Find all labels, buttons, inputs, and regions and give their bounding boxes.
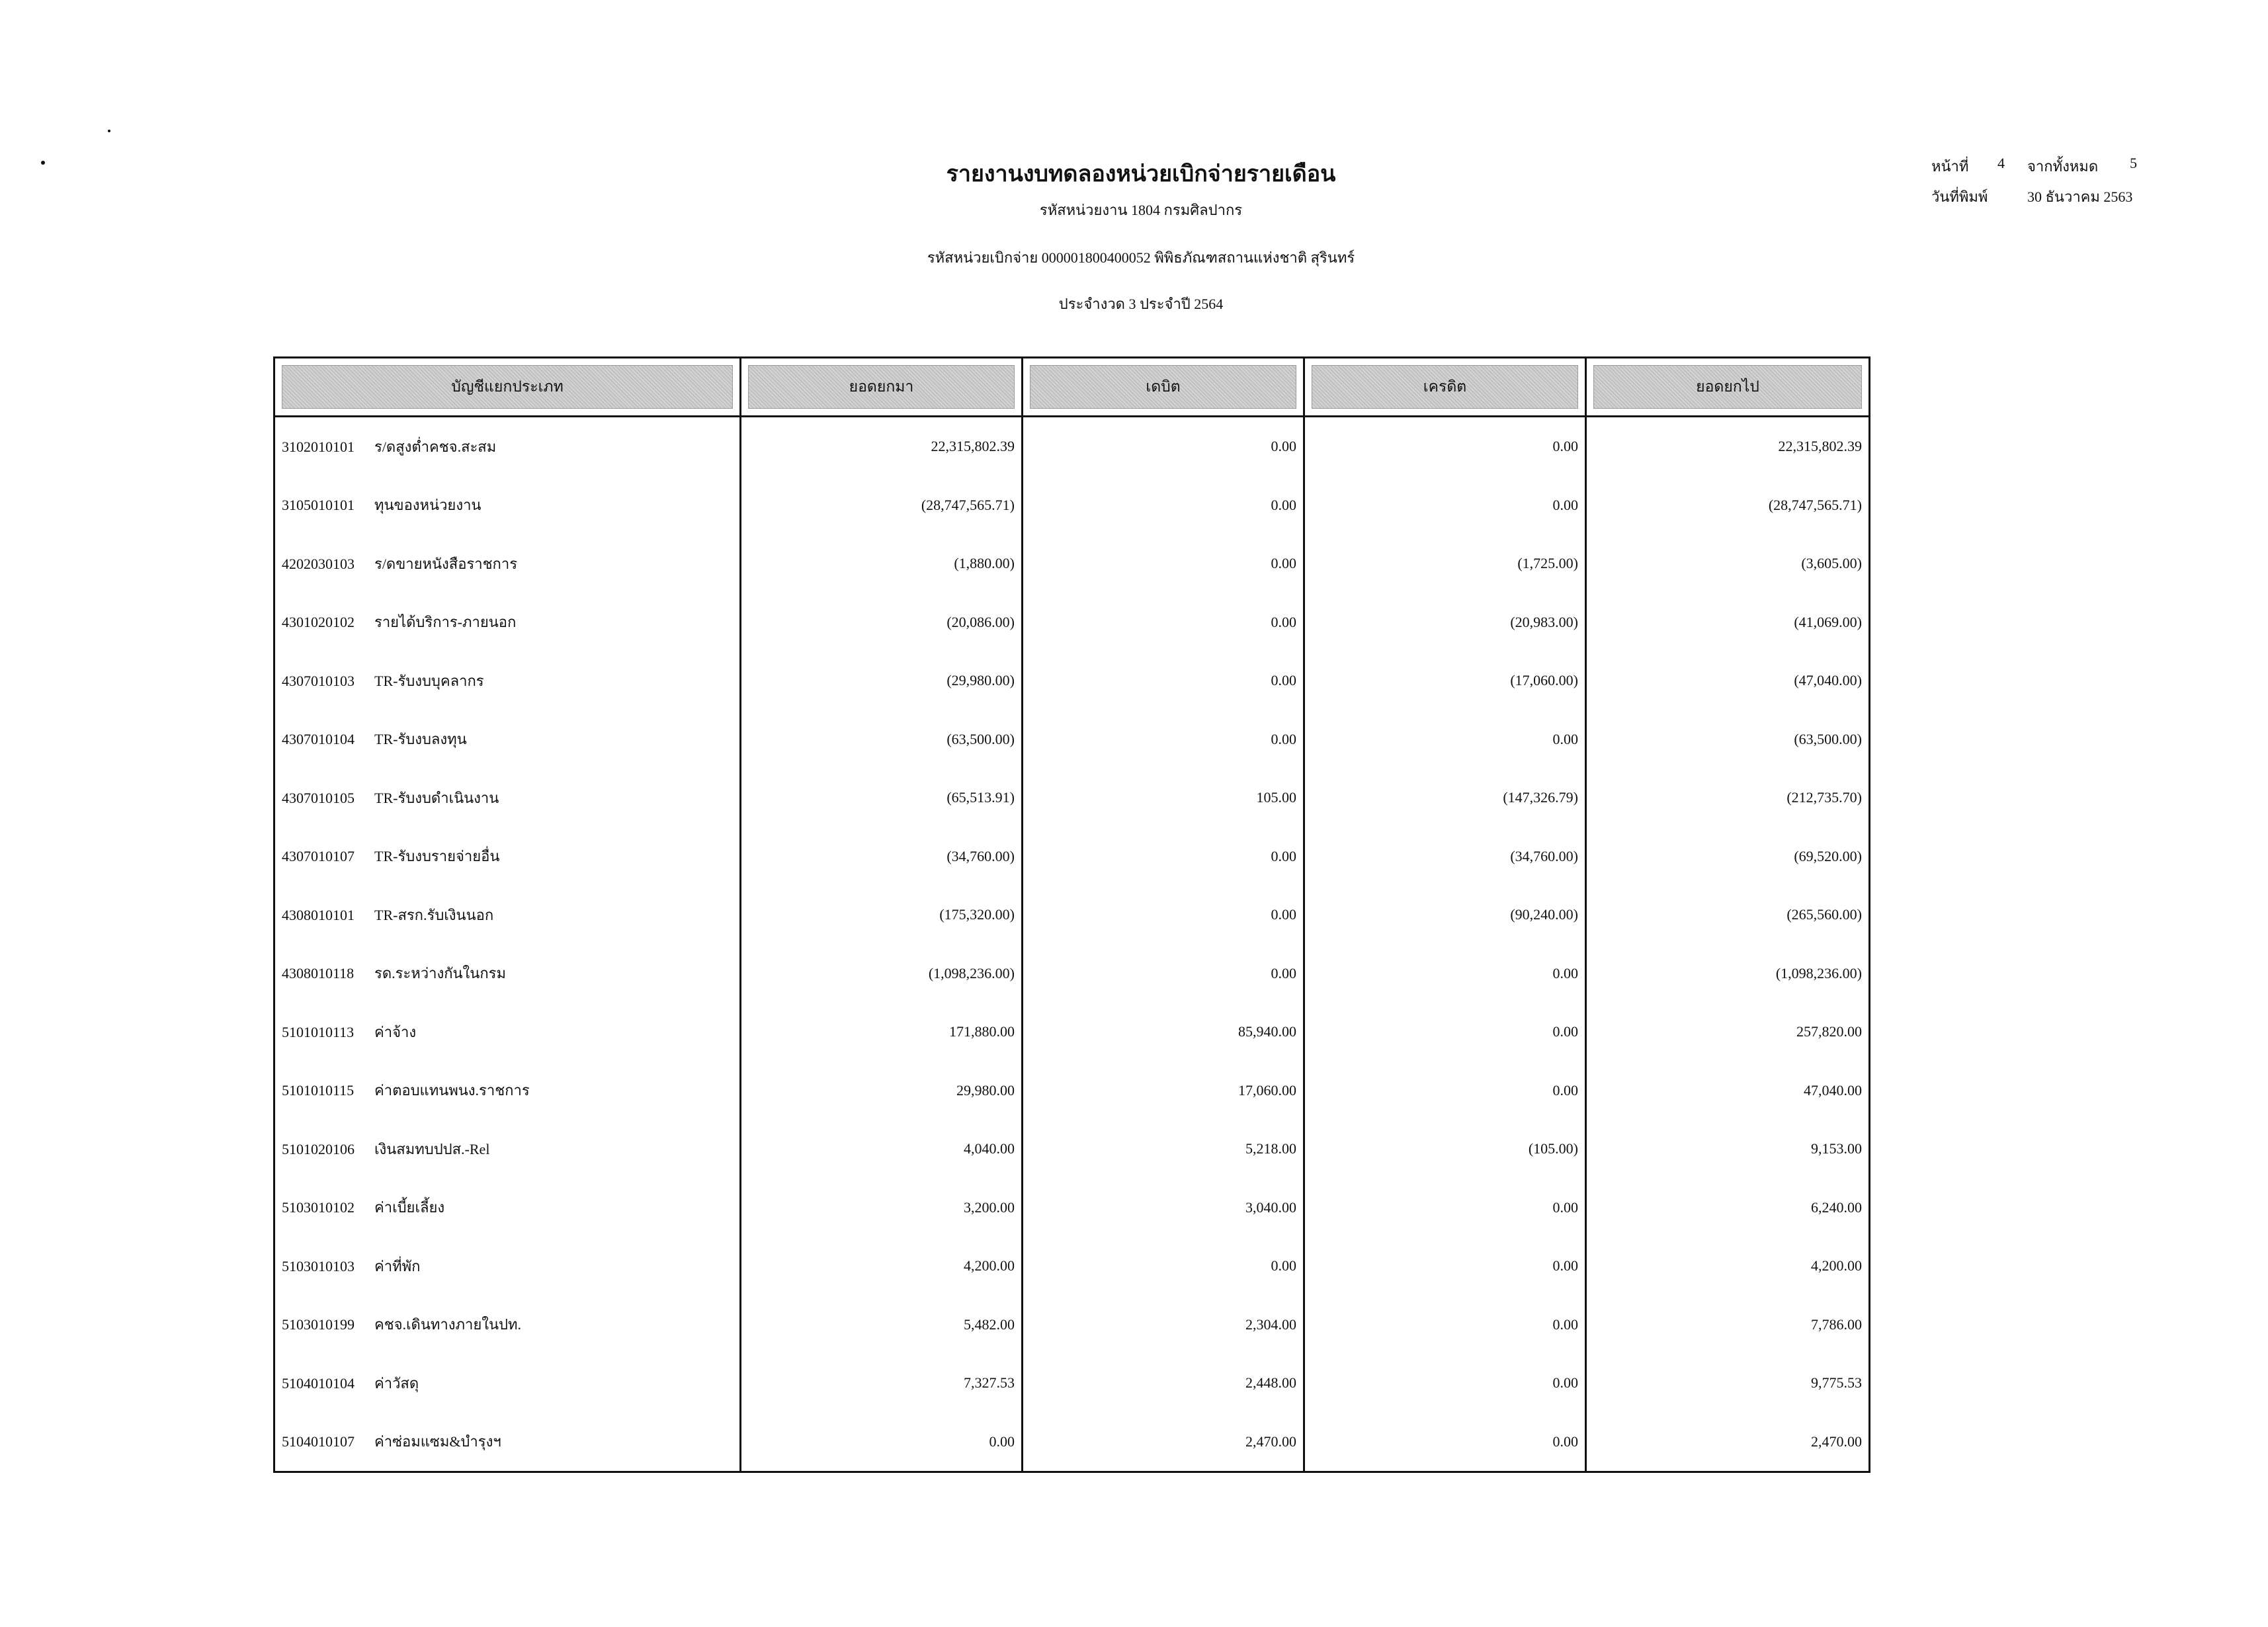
credit-cell: 0.00 xyxy=(1304,1413,1586,1472)
table-row xyxy=(274,1237,1870,1296)
brought-forward-cell: (63,500.00) xyxy=(741,710,1023,769)
account-name: คชจ.เดินทางภายในปท. xyxy=(374,1316,521,1333)
account-code: 4308010101 xyxy=(282,906,355,923)
account-code: 5101020106 xyxy=(282,1140,355,1157)
brought-forward-cell: (28,747,565.71) xyxy=(741,476,1023,535)
debit-cell: 2,448.00 xyxy=(1023,1354,1304,1413)
account-name: ค่าจ้าง xyxy=(374,1023,417,1040)
account-code: 5103010199 xyxy=(282,1316,355,1333)
account-name: เงินสมทบปปส.-Rel xyxy=(374,1140,490,1157)
account-name: รายได้บริการ-ภายนอก xyxy=(374,614,517,631)
account-code: 3105010101 xyxy=(282,497,355,514)
brought-forward-cell: 0.00 xyxy=(741,1413,1023,1472)
table-row xyxy=(274,1003,1870,1062)
account-cell xyxy=(274,1062,741,1120)
col-account xyxy=(274,358,741,417)
carried-forward-cell: (265,560.00) xyxy=(1586,886,1870,944)
account-cell xyxy=(274,1237,741,1296)
credit-cell: (90,240.00) xyxy=(1304,886,1586,944)
table-row xyxy=(274,1354,1870,1413)
brought-forward-cell: (1,880.00) xyxy=(741,534,1023,593)
debit-cell: 0.00 xyxy=(1023,886,1304,944)
account-name: รด.ระหว่างกันในกรม xyxy=(374,965,506,982)
agency-line: รหัสหน่วยงาน 1804 กรมศิลปากร xyxy=(1039,202,1243,218)
account-name: ค่าวัสดุ xyxy=(374,1374,419,1392)
print-date-label: วันที่พิมพ์ xyxy=(1931,188,1988,205)
brought-forward-cell: 3,200.00 xyxy=(741,1179,1023,1237)
carried-forward-cell: (28,747,565.71) xyxy=(1586,476,1870,535)
account-name: TR-สรก.รับเงินนอก xyxy=(374,906,494,923)
col-account-label: บัญชีแยกประเภท xyxy=(282,365,733,409)
credit-cell: 0.00 xyxy=(1304,1296,1586,1355)
carried-forward-cell: (69,520.00) xyxy=(1586,827,1870,886)
table-row xyxy=(274,1413,1870,1472)
total-pages: 5 xyxy=(2130,155,2137,171)
account-name: TR-รับงบบุคลากร xyxy=(374,672,484,689)
credit-cell: 0.00 xyxy=(1304,1354,1586,1413)
account-code: 5103010103 xyxy=(282,1257,355,1274)
report-title: รายงานงบทดลองหน่วยเบิกจ่ายรายเดือน xyxy=(946,162,1336,187)
col-carried-forward-label: ยอดยกไป xyxy=(1593,365,1862,409)
account-name: ค่าเบี้ยเลี้ยง xyxy=(374,1199,445,1216)
account-code: 4202030103 xyxy=(282,555,355,572)
account-code: 5104010104 xyxy=(282,1374,355,1392)
brought-forward-cell: 4,040.00 xyxy=(741,1120,1023,1179)
debit-cell: 5,218.00 xyxy=(1023,1120,1304,1179)
account-code: 5101010113 xyxy=(282,1023,355,1040)
total-pages-label: จากทั้งหมด xyxy=(2027,158,2099,175)
page-meta xyxy=(1931,151,2209,210)
credit-cell: (147,326.79) xyxy=(1304,769,1586,827)
account-name: TR-รับงบรายจ่ายอื่น xyxy=(374,848,500,865)
account-code: 4307010103 xyxy=(282,672,355,689)
credit-cell: 0.00 xyxy=(1304,944,1586,1003)
credit-cell: (1,725.00) xyxy=(1304,534,1586,593)
brought-forward-cell: (29,980.00) xyxy=(741,651,1023,710)
page-label: หน้าที่ xyxy=(1931,158,1969,175)
account-cell xyxy=(274,944,741,1003)
col-brought-forward-label: ยอดยกมา xyxy=(748,365,1015,409)
account-cell xyxy=(274,886,741,944)
credit-cell: 0.00 xyxy=(1304,417,1586,476)
carried-forward-cell: 2,470.00 xyxy=(1586,1413,1870,1472)
col-credit xyxy=(1304,358,1586,417)
account-code: 4307010105 xyxy=(282,789,355,806)
account-code: 4307010107 xyxy=(282,848,355,865)
table-row xyxy=(274,534,1870,593)
account-name: ค่าที่พัก xyxy=(374,1257,421,1274)
col-credit-label: เครดิต xyxy=(1312,365,1578,409)
carried-forward-cell: (212,735.70) xyxy=(1586,769,1870,827)
credit-cell: (105.00) xyxy=(1304,1120,1586,1179)
account-name: ร/ดขายหนังสือราชการ xyxy=(374,555,518,572)
table-row xyxy=(274,944,1870,1003)
carried-forward-cell: 4,200.00 xyxy=(1586,1237,1870,1296)
carried-forward-cell: 9,153.00 xyxy=(1586,1120,1870,1179)
table-row xyxy=(274,593,1870,652)
carried-forward-cell: (3,605.00) xyxy=(1586,534,1870,593)
account-code: 4307010104 xyxy=(282,731,355,748)
debit-cell: 105.00 xyxy=(1023,769,1304,827)
brought-forward-cell: 171,880.00 xyxy=(741,1003,1023,1062)
debit-cell: 0.00 xyxy=(1023,534,1304,593)
account-cell xyxy=(274,417,741,476)
account-code: 5103010102 xyxy=(282,1199,355,1216)
carried-forward-cell: 6,240.00 xyxy=(1586,1179,1870,1237)
account-name: TR-รับงบลงทุน xyxy=(374,731,467,748)
account-name: ทุนของหน่วยงาน xyxy=(374,497,482,514)
account-cell xyxy=(274,1413,741,1472)
brought-forward-cell: 29,980.00 xyxy=(741,1062,1023,1120)
account-name: TR-รับงบดำเนินงาน xyxy=(374,789,499,806)
brought-forward-cell: (20,086.00) xyxy=(741,593,1023,652)
table-row xyxy=(274,827,1870,886)
account-code: 4301020102 xyxy=(282,614,355,631)
table-row xyxy=(274,1120,1870,1179)
carried-forward-cell: (1,098,236.00) xyxy=(1586,944,1870,1003)
account-cell xyxy=(274,534,741,593)
credit-cell: 0.00 xyxy=(1304,1179,1586,1237)
trial-balance-table xyxy=(273,356,1870,1473)
brought-forward-cell: 22,315,802.39 xyxy=(741,417,1023,476)
debit-cell: 85,940.00 xyxy=(1023,1003,1304,1062)
carried-forward-cell: (63,500.00) xyxy=(1586,710,1870,769)
period-line: ประจำงวด 3 ประจำปี 2564 xyxy=(1058,296,1224,312)
page-number: 4 xyxy=(1997,155,2005,171)
debit-cell: 0.00 xyxy=(1023,417,1304,476)
debit-cell: 3,040.00 xyxy=(1023,1179,1304,1237)
table-row xyxy=(274,769,1870,827)
col-brought-forward xyxy=(741,358,1023,417)
disbursement-unit-line: รหัสหน่วยเบิกจ่าย 000001800400052 พิพิธภัณฑสถานแห่งชาติ สุรินทร์ xyxy=(927,249,1355,266)
account-cell xyxy=(274,1179,741,1237)
table-row xyxy=(274,1179,1870,1237)
table-row xyxy=(274,1062,1870,1120)
brought-forward-cell: (1,098,236.00) xyxy=(741,944,1023,1003)
brought-forward-cell: 7,327.53 xyxy=(741,1354,1023,1413)
account-code: 5104010107 xyxy=(282,1433,355,1450)
account-name: ร/ดสูงต่ำคชจ.สะสม xyxy=(374,438,497,455)
debit-cell: 0.00 xyxy=(1023,827,1304,886)
credit-cell: 0.00 xyxy=(1304,476,1586,535)
credit-cell: 0.00 xyxy=(1304,710,1586,769)
carried-forward-cell: 47,040.00 xyxy=(1586,1062,1870,1120)
credit-cell: (17,060.00) xyxy=(1304,651,1586,710)
debit-cell: 0.00 xyxy=(1023,593,1304,652)
account-code: 5101010115 xyxy=(282,1082,355,1099)
print-date: 30 ธันวาคม 2563 xyxy=(2027,188,2133,205)
account-cell xyxy=(274,1296,741,1355)
carried-forward-cell: 9,775.53 xyxy=(1586,1354,1870,1413)
table-row xyxy=(274,476,1870,535)
brought-forward-cell: (175,320.00) xyxy=(741,886,1023,944)
account-cell xyxy=(274,476,741,535)
table-row xyxy=(274,886,1870,944)
debit-cell: 0.00 xyxy=(1023,651,1304,710)
table-header-row xyxy=(274,358,1870,417)
brought-forward-cell: 4,200.00 xyxy=(741,1237,1023,1296)
debit-cell: 2,470.00 xyxy=(1023,1413,1304,1472)
carried-forward-cell: (47,040.00) xyxy=(1586,651,1870,710)
credit-cell: (20,983.00) xyxy=(1304,593,1586,652)
debit-cell: 17,060.00 xyxy=(1023,1062,1304,1120)
carried-forward-cell: 22,315,802.39 xyxy=(1586,417,1870,476)
brought-forward-cell: (34,760.00) xyxy=(741,827,1023,886)
table-row xyxy=(274,651,1870,710)
col-debit-label: เดบิต xyxy=(1030,365,1296,409)
brought-forward-cell: (65,513.91) xyxy=(741,769,1023,827)
account-cell xyxy=(274,827,741,886)
debit-cell: 0.00 xyxy=(1023,476,1304,535)
table-row xyxy=(274,417,1870,476)
carried-forward-cell: 7,786.00 xyxy=(1586,1296,1870,1355)
account-cell xyxy=(274,1003,741,1062)
account-cell xyxy=(274,651,741,710)
col-debit xyxy=(1023,358,1304,417)
table-row xyxy=(274,710,1870,769)
debit-cell: 0.00 xyxy=(1023,1237,1304,1296)
table-row xyxy=(274,1296,1870,1355)
credit-cell: (34,760.00) xyxy=(1304,827,1586,886)
debit-cell: 0.00 xyxy=(1023,710,1304,769)
account-cell xyxy=(274,1354,741,1413)
debit-cell: 2,304.00 xyxy=(1023,1296,1304,1355)
account-code: 3102010101 xyxy=(282,438,355,455)
account-cell xyxy=(274,1120,741,1179)
account-code: 4308010118 xyxy=(282,965,355,982)
account-name: ค่าซ่อมแซม&บำรุงฯ xyxy=(374,1433,501,1450)
credit-cell: 0.00 xyxy=(1304,1062,1586,1120)
account-cell xyxy=(274,710,741,769)
debit-cell: 0.00 xyxy=(1023,944,1304,1003)
scan-speck xyxy=(108,130,110,132)
credit-cell: 0.00 xyxy=(1304,1237,1586,1296)
brought-forward-cell: 5,482.00 xyxy=(741,1296,1023,1355)
carried-forward-cell: (41,069.00) xyxy=(1586,593,1870,652)
col-carried-forward xyxy=(1586,358,1870,417)
account-cell xyxy=(274,593,741,652)
credit-cell: 0.00 xyxy=(1304,1003,1586,1062)
carried-forward-cell: 257,820.00 xyxy=(1586,1003,1870,1062)
account-name: ค่าตอบแทนพนง.ราชการ xyxy=(374,1082,530,1099)
account-cell xyxy=(274,769,741,827)
